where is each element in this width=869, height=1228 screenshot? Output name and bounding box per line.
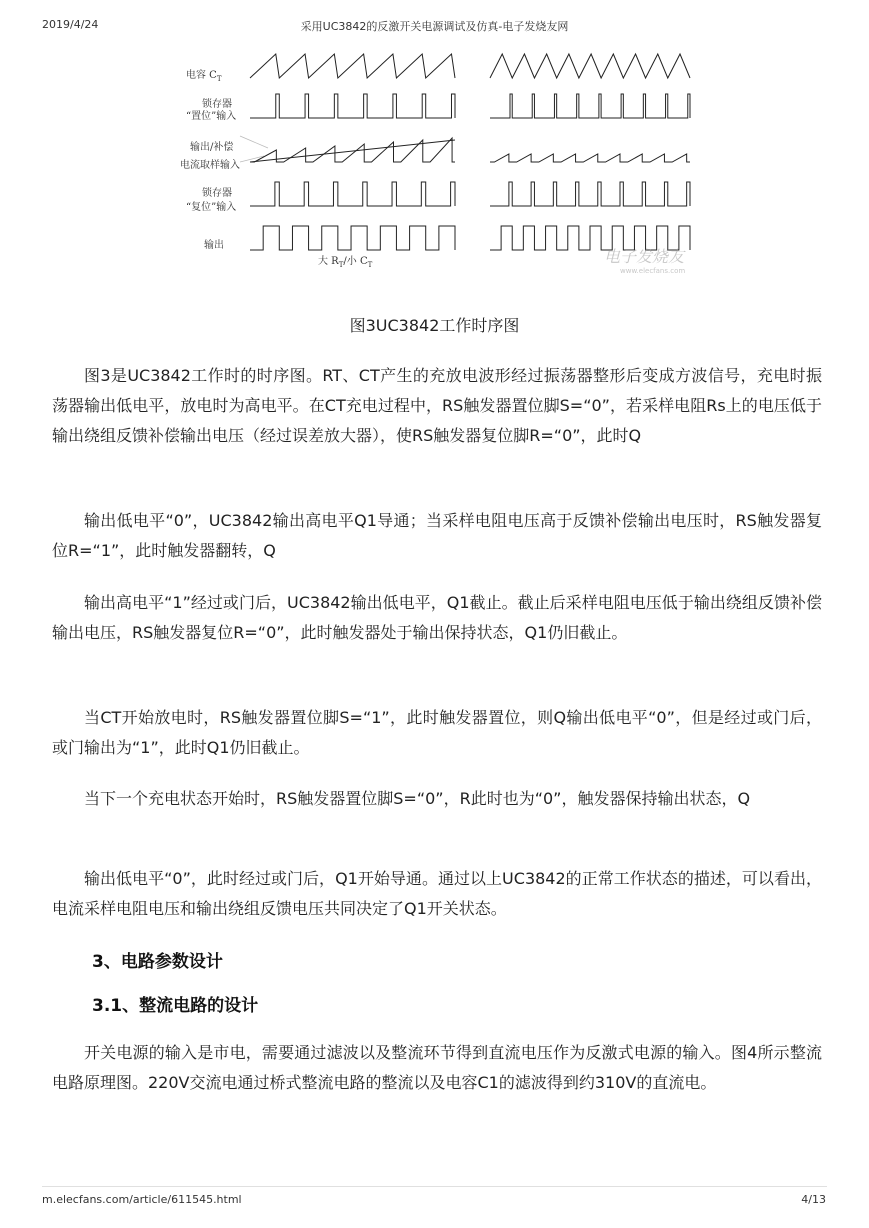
heading-section-3-1: 3.1、整流电路的设计 — [92, 996, 259, 1016]
paragraph-4: 当CT开始放电时，RS触发器置位脚S=“1”，此时触发器置位，则Q输出低电平“0”，但是经过或门后，或门输出为“1”，此时Q1仍旧截止。 — [52, 708, 822, 757]
paragraph-7: 开关电源的输入是市电，需要通过滤波以及整流环节得到直流电压作为反激式电源的输入。图4所示整流电路原理图。220V交流电通过桥式整流电路的整流以及电容C1的滤波得到约310V的直流电。 — [52, 1043, 822, 1092]
label-capacitor-ct: 电容 $C_T$ — [186, 70, 222, 83]
header-date: 2019/4/24 — [42, 18, 99, 31]
figure-caption: 图3UC3842工作时序图 — [349, 316, 520, 335]
label-rt-ct: 大 $R_T/$小 $C_T$ — [318, 256, 373, 269]
paragraph-5: 当下一个充电状态开始时，RS触发器置位脚S=“0”，R此时也为“0”，触发器保持输出状态，Q — [84, 789, 751, 808]
ct-sawtooth-right — [490, 54, 690, 78]
svg-text:电子发烧友: 电子发烧友 — [604, 247, 685, 266]
paragraph-6: 输出低电平“0”，此时经过或门后，Q1开始导通。通过以上UC3842的正常工作状态的描述，可以看出，电流采样电阻电压和输出绕组反馈电压共同决定了Q1开关状态。 — [52, 869, 822, 918]
label-reset-line2: “复位”输入 — [186, 202, 237, 213]
label-set-line2: “置位”输入 — [186, 111, 237, 122]
paragraph-2: 输出低电平“0”，UC3842输出高电平Q1导通；当采样电阻电压高于反馈补偿输出电压时，RS触发器复位R=“1”，此时触发器翻转，Q — [52, 511, 822, 560]
label-output-compensation: 输出/补偿 — [190, 142, 234, 153]
ct-sawtooth-left — [250, 54, 455, 78]
sense-ramp-right — [490, 154, 690, 162]
set-pulses-right — [490, 94, 690, 118]
footer-url: m.elecfans.com/article/611545.html — [42, 1193, 242, 1206]
paragraph-3: 输出高电平“1”经过或门后，UC3842输出低电平，Q1截止。截止后采样电阻电压低于输出绕组反馈补偿输出电压，RS触发器复位R=“0”，此时触发器处于输出保持状态，Q1仍旧截止。 — [52, 593, 822, 642]
label-reset-line1: 锁存器 — [202, 188, 232, 199]
header-title: 采用UC3842的反激开关电源调试及仿真-电子发烧友网 — [300, 20, 569, 33]
output-wave-left — [250, 226, 455, 250]
label-output: 输出 — [204, 240, 224, 251]
heading-section-3: 3、电路参数设计 — [92, 952, 223, 972]
paragraph-1: 图3是UC3842工作时的时序图。RT、CT产生的充放电波形经过振荡器整形后变成方波信号，充电时振荡器输出低电平，放电时为高电平。在CT充电过程中，RS触发器置位脚S=“0”，若采样电阻Rs上的电压低于输出绕组反馈补偿输出电压（经过误差放大器），使RS触发器复位脚R=“0”，此时Q — [52, 366, 822, 445]
set-pulses-left — [250, 94, 455, 118]
footer-page-number: 4/13 — [801, 1193, 826, 1206]
footer-divider — [42, 1186, 827, 1187]
timing-diagram — [180, 44, 700, 284]
reset-pulses-right — [490, 182, 690, 206]
label-set-line1: 锁存器 — [202, 99, 232, 110]
reset-pulses-left — [250, 182, 455, 206]
label-current-sense: 电流取样输入 — [180, 160, 240, 171]
svg-text:www.elecfans.com: www.elecfans.com — [620, 267, 686, 275]
comp-arrow-line — [240, 136, 268, 148]
watermark-logo — [604, 247, 686, 275]
comp-level-left — [250, 140, 455, 162]
